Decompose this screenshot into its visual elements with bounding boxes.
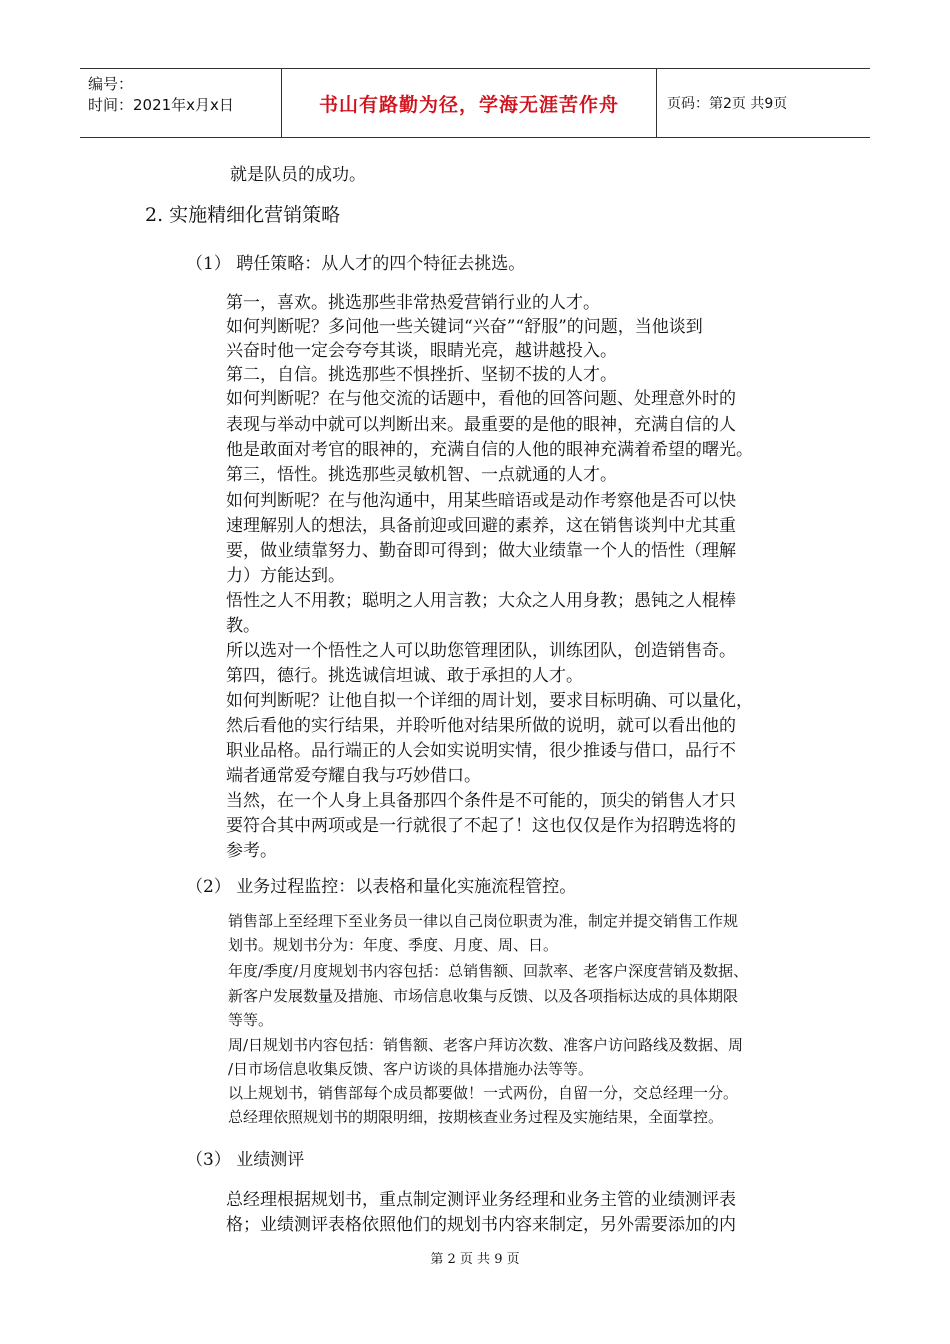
text-line: 格；业绩测评表格依照他们的规划书内容来制定，另外需要添加的内 [226,1215,736,1235]
text-line: 就是队员的成功。 [230,165,366,185]
number-label: 编号： [88,75,134,93]
date-label: 时间：2021年x月x日 [88,96,234,114]
text-line: 第二，自信。挑选那些不惧挫折、坚韧不拔的人才。 [226,365,617,385]
text-line: 职业品格。品行端正的人会如实说明实情，很少推诿与借口，品行不 [226,741,736,761]
page-footer: 第 2 页 共 9 页 [430,1252,520,1267]
subsection-heading: （2） 业务过程监控：以表格和量化实施流程管控。 [186,877,577,897]
text-line: 等等。 [228,1011,274,1029]
text-line: 然后看他的实行结果，并聆听他对结果所做的说明，就可以看出他的 [226,716,736,736]
text-line: 以上规划书，销售部每个成员都要做！一式两份，自留一分，交总经理一分。 [228,1084,739,1102]
header-table [80,68,870,138]
text-line: 速理解别人的想法，具备前迎或回避的素养，这在销售谈判中尤其重 [226,516,736,536]
text-line: 如何判断呢？在与他沟通中，用某些暗语或是动作考察他是否可以快 [226,491,736,511]
text-line: 表现与举动中就可以判断出来。最重要的是他的眼神，充满自信的人 [226,415,736,435]
text-line: 年度/季度/月度规划书内容包括：总销售额、回款率、老客户深度营销及数据、 [228,962,749,980]
page-info-cell: 页码：第2页 共9页 [667,96,788,112]
text-line: 销售部上至经理下至业务员一律以自己岗位职责为准，制定并提交销售工作规 [228,912,739,930]
text-line: 如何判断呢？在与他交流的话题中，看他的回答问题、处理意外时的 [226,389,736,409]
header-motto-cell [282,69,657,137]
text-line: 如何判断呢？让他自拟一个详细的周计划，要求目标明确、可以量化， [226,691,753,711]
text-line: 总经理根据规划书，重点制定测评业务经理和业务主管的业绩测评表 [226,1190,736,1210]
text-line: 兴奋时他一定会夸夸其谈，眼睛光亮，越讲越投入。 [226,341,617,361]
text-line: 端者通常爱夸耀自我与巧妙借口。 [226,766,481,786]
text-line: 第三，悟性。挑选那些灵敏机智、一点就通的人才。 [226,465,617,485]
header-meta-cell [80,69,282,137]
motto-text: 书山有路勤为径，学海无涯苦作舟 [318,93,619,116]
text-line: 要，做业绩靠努力、勤奋即可得到；做大业绩靠一个人的悟性（理解 [226,541,736,561]
text-line: 要符合其中两项或是一行就很了不起了！这也仅仅是作为招聘选将的 [226,816,736,836]
text-line: /日市场信息收集反馈、客户访谈的具体措施办法等等。 [228,1060,594,1078]
text-line: 所以选对一个悟性之人可以助您管理团队，训练团队，创造销售奇。 [226,641,736,661]
text-line: 划书。规划书分为：年度、季度、月度、周、日。 [228,936,559,954]
text-line: 新客户发展数量及措施、市场信息收集与反馈、以及各项指标达成的具体期限 [228,987,739,1005]
subsection-heading: （1） 聘任策略：从人才的四个特征去挑选。 [186,254,526,274]
text-line: 当然，在一个人身上具备那四个条件是不可能的，顶尖的销售人才只 [226,791,736,811]
text-line: 教。 [226,616,260,636]
subsection-heading: （3） 业绩测评 [186,1150,305,1170]
text-line: 他是敢面对考官的眼神的，充满自信的人他的眼神充满着希望的曙光。 [226,440,753,460]
text-line: 第四，德行。挑选诚信坦诚、敢于承担的人才。 [226,666,583,686]
text-line: 如何判断呢？多问他一些关键词“兴奋”“舒服”的问题，当他谈到 [226,317,703,337]
text-line: 第一，喜欢。挑选那些非常热爱营销行业的人才。 [226,293,600,313]
text-line: 力）方能达到。 [226,566,345,586]
text-line: 总经理依照规划书的期限明细，按期核查业务过程及实施结果，全面掌控。 [228,1108,724,1126]
text-line: 周/日规划书内容包括：销售额、老客户拜访次数、准客户访问路线及数据、周 [228,1036,744,1054]
text-line: 悟性之人不用教；聪明之人用言教；大众之人用身教；愚钝之人棍棒 [226,591,736,611]
section-heading: 2. 实施精细化营销策略 [145,204,341,226]
text-line: 参考。 [226,841,277,861]
